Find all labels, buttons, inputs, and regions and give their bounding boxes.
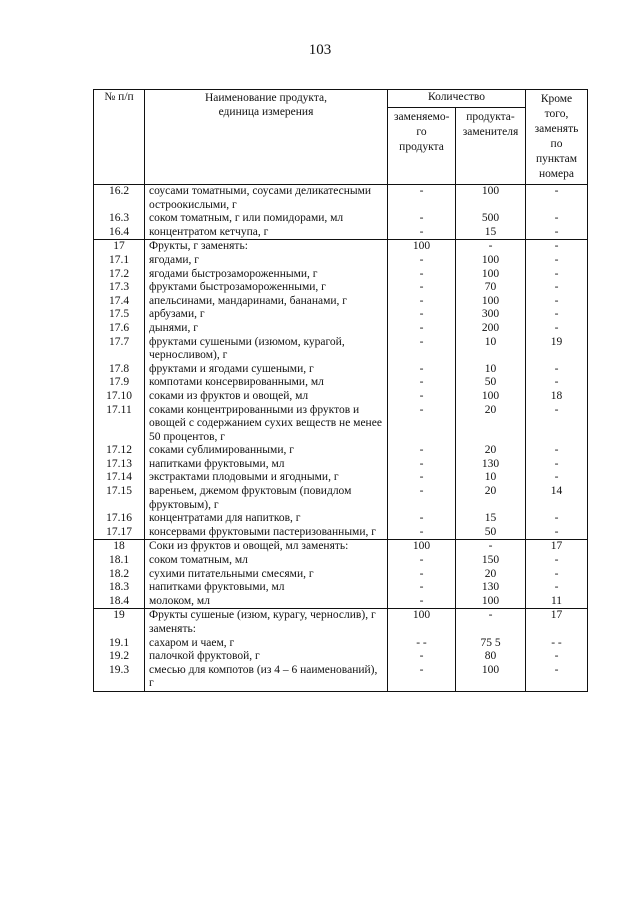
row-replacing-qty: 15 (456, 226, 526, 240)
row-extra: - (526, 526, 588, 540)
table-row (94, 595, 588, 609)
row-name: вареньем, джемом фруктовым (повидлом фруктовым), г (145, 485, 388, 512)
row-name: ягодами быстрозамороженными, г (145, 268, 388, 282)
row-replacing-qty: 100 (456, 664, 526, 692)
row-replacing-qty: 100 (456, 268, 526, 282)
row-replaced-qty: - (388, 512, 456, 526)
row-name: компотами консервированными, мл (145, 376, 388, 390)
row-name: соками из фруктов и овощей, мл (145, 390, 388, 404)
row-number: 18.4 (94, 595, 145, 609)
row-replaced-qty: - (388, 471, 456, 485)
table-row (94, 363, 588, 377)
table-row (94, 581, 588, 595)
row-replaced-qty: - (388, 485, 456, 512)
row-name: консервами фруктовыми пастеризованными, г (145, 526, 388, 540)
row-number: 17.12 (94, 444, 145, 458)
row-extra: - (526, 226, 588, 240)
table-row (94, 404, 588, 445)
row-name: фруктами сушеными (изюмом, курагой, черносливом), г (145, 336, 388, 363)
table-row (94, 526, 588, 540)
table-row (94, 458, 588, 472)
row-extra: - (526, 363, 588, 377)
table-row (94, 554, 588, 568)
row-extra: 19 (526, 336, 588, 363)
row-number: 16.3 (94, 212, 145, 226)
row-extra: - (526, 664, 588, 692)
header-quantity: Количество (388, 90, 526, 108)
row-name: фруктами быстрозамороженными, г (145, 281, 388, 295)
row-name: фруктами и ягодами сушеными, г (145, 363, 388, 377)
row-number: 17.7 (94, 336, 145, 363)
row-name: ягодами, г (145, 254, 388, 268)
table-row (94, 444, 588, 458)
table-row (94, 471, 588, 485)
row-number: 16.2 (94, 185, 145, 213)
table-row (94, 540, 588, 554)
row-number: 17.6 (94, 322, 145, 336)
row-replacing-qty: 200 (456, 322, 526, 336)
row-extra: - (526, 404, 588, 445)
row-replacing-qty: 100 (456, 185, 526, 213)
row-replacing-qty: 10 (456, 336, 526, 363)
row-extra: - (526, 185, 588, 213)
row-replacing-qty: - (456, 240, 526, 254)
row-name: смесью для компотов (из 4 – 6 наименований), г (145, 664, 388, 692)
row-replacing-qty: - (456, 540, 526, 554)
row-replaced-qty: - (388, 458, 456, 472)
row-replacing-qty: 80 (456, 650, 526, 664)
row-replaced-qty: - (388, 336, 456, 363)
table-row (94, 637, 588, 651)
row-extra: 17 (526, 609, 588, 637)
table-row (94, 390, 588, 404)
row-replaced-qty: 100 (388, 609, 456, 637)
row-replaced-qty: - (388, 554, 456, 568)
table-row (94, 568, 588, 582)
table-row (94, 664, 588, 692)
row-number: 18.3 (94, 581, 145, 595)
row-replaced-qty: - (388, 281, 456, 295)
row-replaced-qty: - (388, 568, 456, 582)
row-number: 17.2 (94, 268, 145, 282)
row-replaced-qty: - (388, 295, 456, 309)
row-number: 17.9 (94, 376, 145, 390)
row-number: 17.13 (94, 458, 145, 472)
row-replacing-qty: 130 (456, 458, 526, 472)
row-name: сахаром и чаем, г (145, 637, 388, 651)
row-number: 17.8 (94, 363, 145, 377)
table-row (94, 308, 588, 322)
row-replaced-qty: 100 (388, 240, 456, 254)
row-replacing-qty: 50 (456, 526, 526, 540)
row-name: Соки из фруктов и овощей, мл заменять: (145, 540, 388, 554)
row-extra: - (526, 308, 588, 322)
row-replaced-qty: - - (388, 637, 456, 651)
row-replaced-qty: - (388, 444, 456, 458)
row-replaced-qty: - (388, 581, 456, 595)
row-number: 19.3 (94, 664, 145, 692)
row-number: 17.4 (94, 295, 145, 309)
row-replacing-qty: 15 (456, 512, 526, 526)
row-name: дынями, г (145, 322, 388, 336)
row-replacing-qty: 20 (456, 568, 526, 582)
row-replaced-qty: - (388, 268, 456, 282)
header-num: № п/п (94, 90, 145, 185)
row-number: 18.1 (94, 554, 145, 568)
row-number: 18 (94, 540, 145, 554)
row-replaced-qty: - (388, 226, 456, 240)
row-replaced-qty: - (388, 212, 456, 226)
row-name: палочкой фруктовой, г (145, 650, 388, 664)
row-replacing-qty: 300 (456, 308, 526, 322)
table-row (94, 281, 588, 295)
row-number: 17 (94, 240, 145, 254)
table-row (94, 295, 588, 309)
row-replaced-qty: - (388, 664, 456, 692)
row-name: арбузами, г (145, 308, 388, 322)
row-number: 17.11 (94, 404, 145, 445)
row-name: соками концентрированными из фруктов и овощей с содержанием сухих веществ не менее 50 процентов, г (145, 404, 388, 445)
row-replaced-qty: - (388, 185, 456, 213)
row-extra: - (526, 376, 588, 390)
table-row (94, 212, 588, 226)
row-replacing-qty: 100 (456, 390, 526, 404)
table-row (94, 512, 588, 526)
row-extra: - (526, 240, 588, 254)
row-replaced-qty: - (388, 254, 456, 268)
row-name: молоком, мл (145, 595, 388, 609)
table-row (94, 240, 588, 254)
row-extra: - (526, 281, 588, 295)
table-row (94, 650, 588, 664)
row-extra: 11 (526, 595, 588, 609)
row-replacing-qty: 100 (456, 595, 526, 609)
row-replacing-qty: 70 (456, 281, 526, 295)
table-row (94, 485, 588, 512)
row-extra: - - (526, 637, 588, 651)
row-replaced-qty: - (388, 308, 456, 322)
row-replacing-qty: 10 (456, 471, 526, 485)
table-row (94, 226, 588, 240)
table-row (94, 376, 588, 390)
substitution-table (93, 89, 588, 692)
row-extra: - (526, 458, 588, 472)
row-extra: - (526, 581, 588, 595)
header-extra: Кроме того, заменять по пунктам номера (526, 90, 588, 185)
row-number: 19.2 (94, 650, 145, 664)
table-row (94, 254, 588, 268)
row-number: 19.1 (94, 637, 145, 651)
row-extra: - (526, 444, 588, 458)
row-replacing-qty: 20 (456, 444, 526, 458)
row-replaced-qty: - (388, 363, 456, 377)
row-replacing-qty: 500 (456, 212, 526, 226)
row-number: 16.4 (94, 226, 145, 240)
row-replacing-qty: 10 (456, 363, 526, 377)
header-name: Наименование продукта, единица измерения (145, 90, 388, 185)
table-row (94, 268, 588, 282)
row-name: концентратом кетчупа, г (145, 226, 388, 240)
row-number: 17.15 (94, 485, 145, 512)
table-row (94, 336, 588, 363)
row-replacing-qty: - (456, 609, 526, 637)
row-name: Фрукты, г заменять: (145, 240, 388, 254)
row-number: 18.2 (94, 568, 145, 582)
row-number: 17.1 (94, 254, 145, 268)
row-replacing-qty: 100 (456, 254, 526, 268)
row-number: 17.16 (94, 512, 145, 526)
table-row (94, 185, 588, 213)
page-number: 103 (308, 42, 332, 58)
row-extra: - (526, 554, 588, 568)
row-replacing-qty: 150 (456, 554, 526, 568)
row-extra: - (526, 322, 588, 336)
row-name: сухими питательными смесями, г (145, 568, 388, 582)
row-extra: - (526, 650, 588, 664)
row-replaced-qty: 100 (388, 540, 456, 554)
row-extra: - (526, 254, 588, 268)
row-name: соусами томатными, соусами деликатесными остроокислыми, г (145, 185, 388, 213)
row-replaced-qty: - (388, 376, 456, 390)
table-row (94, 609, 588, 637)
row-number: 17.17 (94, 526, 145, 540)
row-replaced-qty: - (388, 595, 456, 609)
row-name: соком томатным, г или помидорами, мл (145, 212, 388, 226)
row-name: концентратами для напитков, г (145, 512, 388, 526)
row-name: напитками фруктовыми, мл (145, 581, 388, 595)
row-name: экстрактами плодовыми и ягодными, г (145, 471, 388, 485)
row-replacing-qty: 20 (456, 404, 526, 445)
row-number: 17.14 (94, 471, 145, 485)
row-replacing-qty: 20 (456, 485, 526, 512)
row-number: 19 (94, 609, 145, 637)
row-replacing-qty: 50 (456, 376, 526, 390)
row-extra: - (526, 568, 588, 582)
row-name: Фрукты сушеные (изюм, курагу, чернослив), г заменять: (145, 609, 388, 637)
header-replacing: продукта-заменителя (456, 108, 526, 185)
row-replaced-qty: - (388, 322, 456, 336)
table-row (94, 322, 588, 336)
row-extra: 14 (526, 485, 588, 512)
row-replaced-qty: - (388, 650, 456, 664)
row-name: напитками фруктовыми, мл (145, 458, 388, 472)
row-extra: 17 (526, 540, 588, 554)
row-replacing-qty: 100 (456, 295, 526, 309)
row-name: апельсинами, мандаринами, бананами, г (145, 295, 388, 309)
row-name: соками сублимированными, г (145, 444, 388, 458)
row-replaced-qty: - (388, 390, 456, 404)
row-name: соком томатным, мл (145, 554, 388, 568)
row-extra: - (526, 268, 588, 282)
row-extra: - (526, 295, 588, 309)
row-number: 17.10 (94, 390, 145, 404)
row-extra: 18 (526, 390, 588, 404)
row-replaced-qty: - (388, 526, 456, 540)
row-replaced-qty: - (388, 404, 456, 445)
row-number: 17.3 (94, 281, 145, 295)
row-replacing-qty: 75 5 (456, 637, 526, 651)
header-replaced: заменяемо-го продукта (388, 108, 456, 185)
row-extra: - (526, 471, 588, 485)
row-replacing-qty: 130 (456, 581, 526, 595)
row-extra: - (526, 212, 588, 226)
row-number: 17.5 (94, 308, 145, 322)
row-extra: - (526, 512, 588, 526)
